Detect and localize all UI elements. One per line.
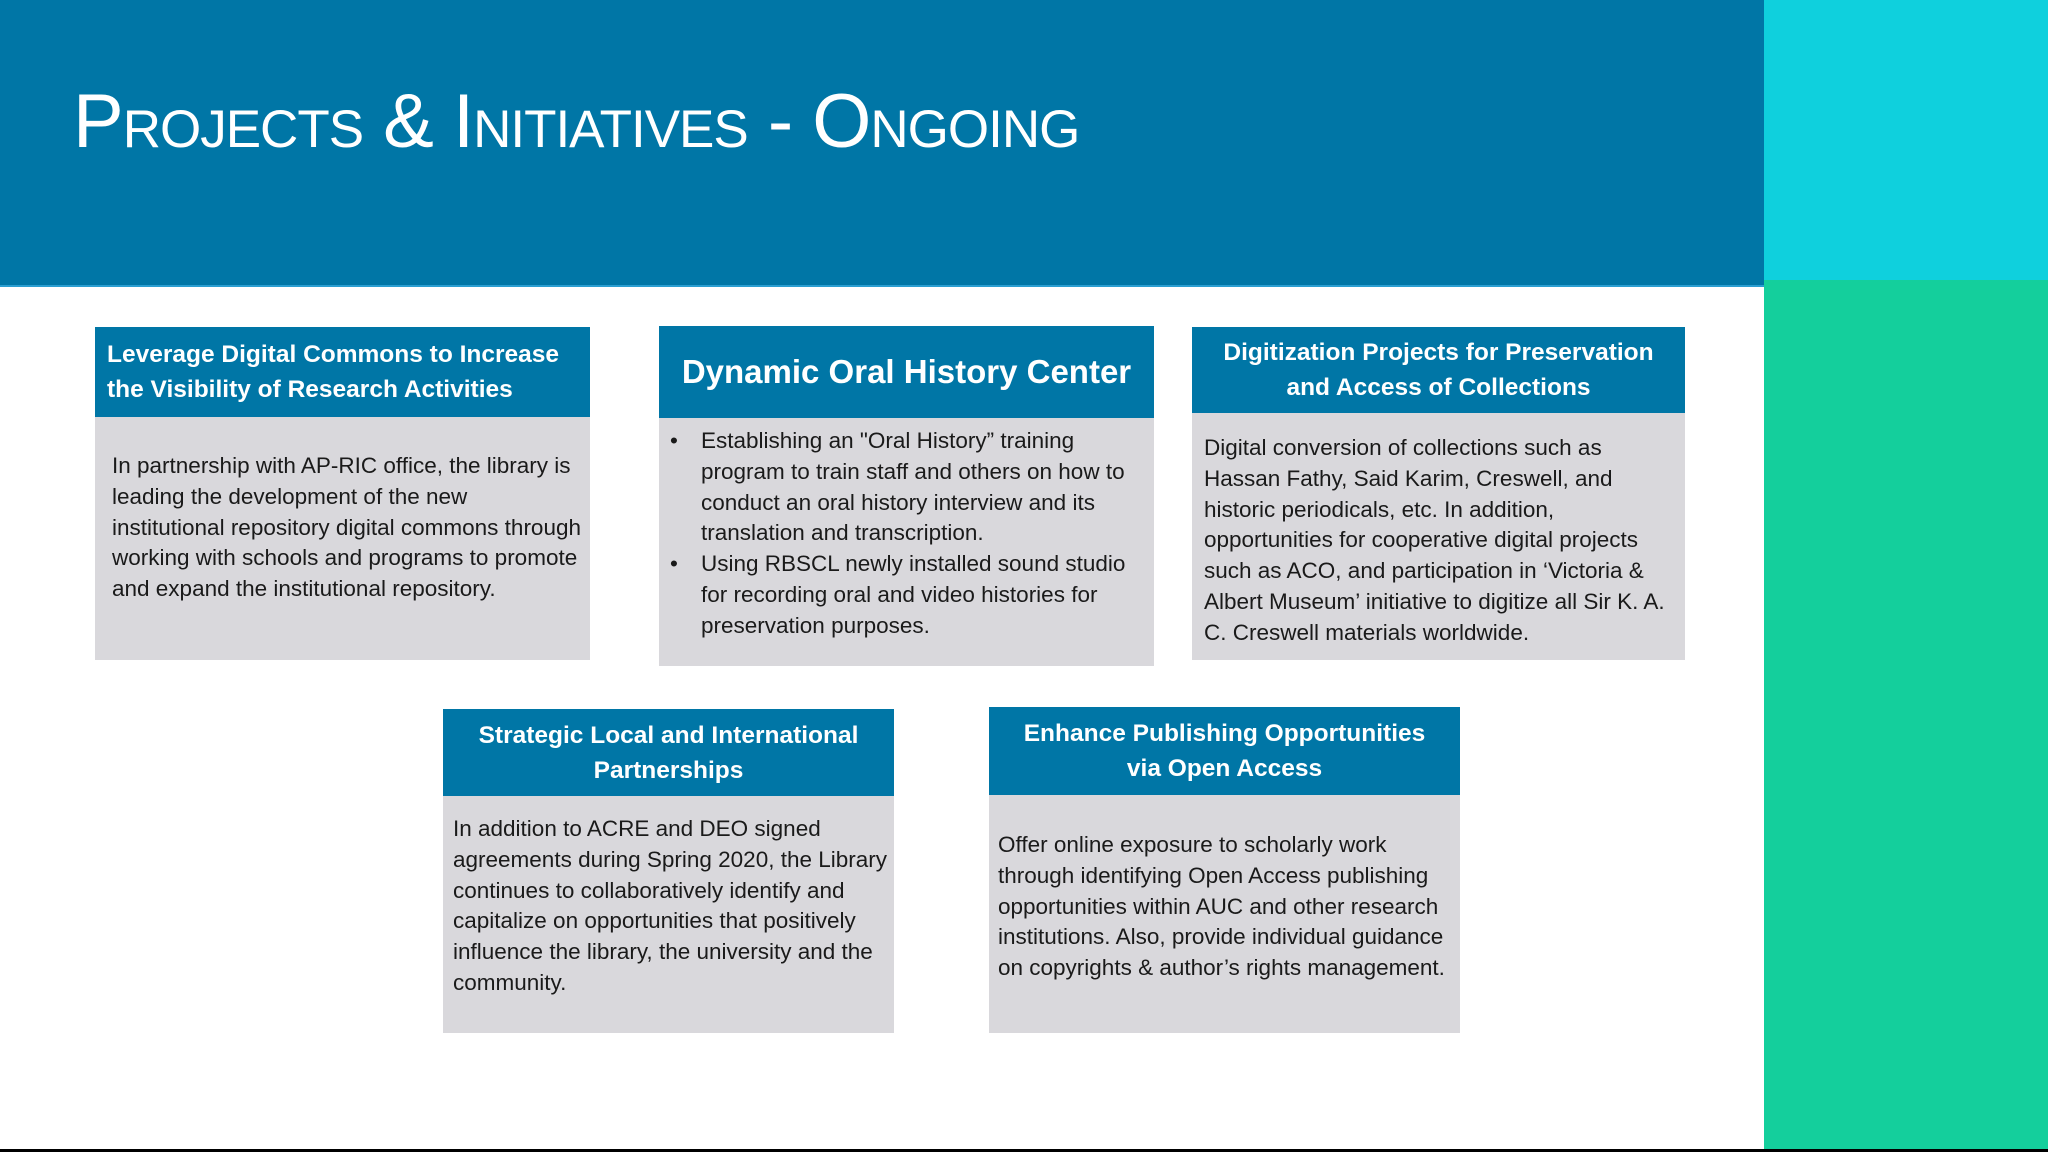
card-partnerships [443,709,894,1033]
card-digitization [1192,327,1685,660]
card-title: Leverage Digital Commons to Increase the Visibility of Research Activities [95,327,590,417]
accent-bar-bottom [1764,280,2048,1149]
card-title: Strategic Local and International Partnerships [443,709,894,796]
card-text: Offer online exposure to scholarly work through identifying Open Access publishing opportunities within AUC and other research institutions. Also, provide individual guidance on copyrights & author’s rights management. [998,832,1445,981]
card-title: Digitization Projects for Preservation and Access of Collections [1192,327,1685,413]
card-digital-commons [95,327,590,660]
card-title: Dynamic Oral History Center [659,326,1154,418]
bullet-item: • Establishing an "Oral History” training program to train staff and others on how to conduct an oral history interview and its translation and transcription. [662,426,1147,549]
card-oral-history [659,326,1154,666]
bullet-item: • Using RBSCL newly installed sound studio for recording oral and video histories for preservation purposes. [662,549,1147,641]
card-open-access [989,707,1460,1033]
card-bullets [662,426,1147,642]
card-text: In partnership with AP-RIC office, the library is leading the development of the new institutional repository digital commons through working with schools and programs to promote and expand the institutional repository. [112,453,581,602]
card-text: In addition to ACRE and DEO signed agreements during Spring 2020, the Library continues to collaboratively identify and capitalize on opportunities that positively influence the library, the university and the community. [453,816,888,995]
card-title: Enhance Publishing Opportunities via Open Access [989,707,1460,795]
slide-title: Projects & Initiatives - Ongoing [73,79,1080,164]
accent-bar-top [1764,0,2048,280]
card-text: Digital conversion of collections such as Hassan Fathy, Said Karim, Creswell, and historic periodicals, etc. In addition, opportunities for cooperative digital projects such as ACO, and participation in ‘Victoria & Albert Museum’ initiative to digitize all Sir K. A. C. Creswell materials worldwide. [1204,435,1665,645]
